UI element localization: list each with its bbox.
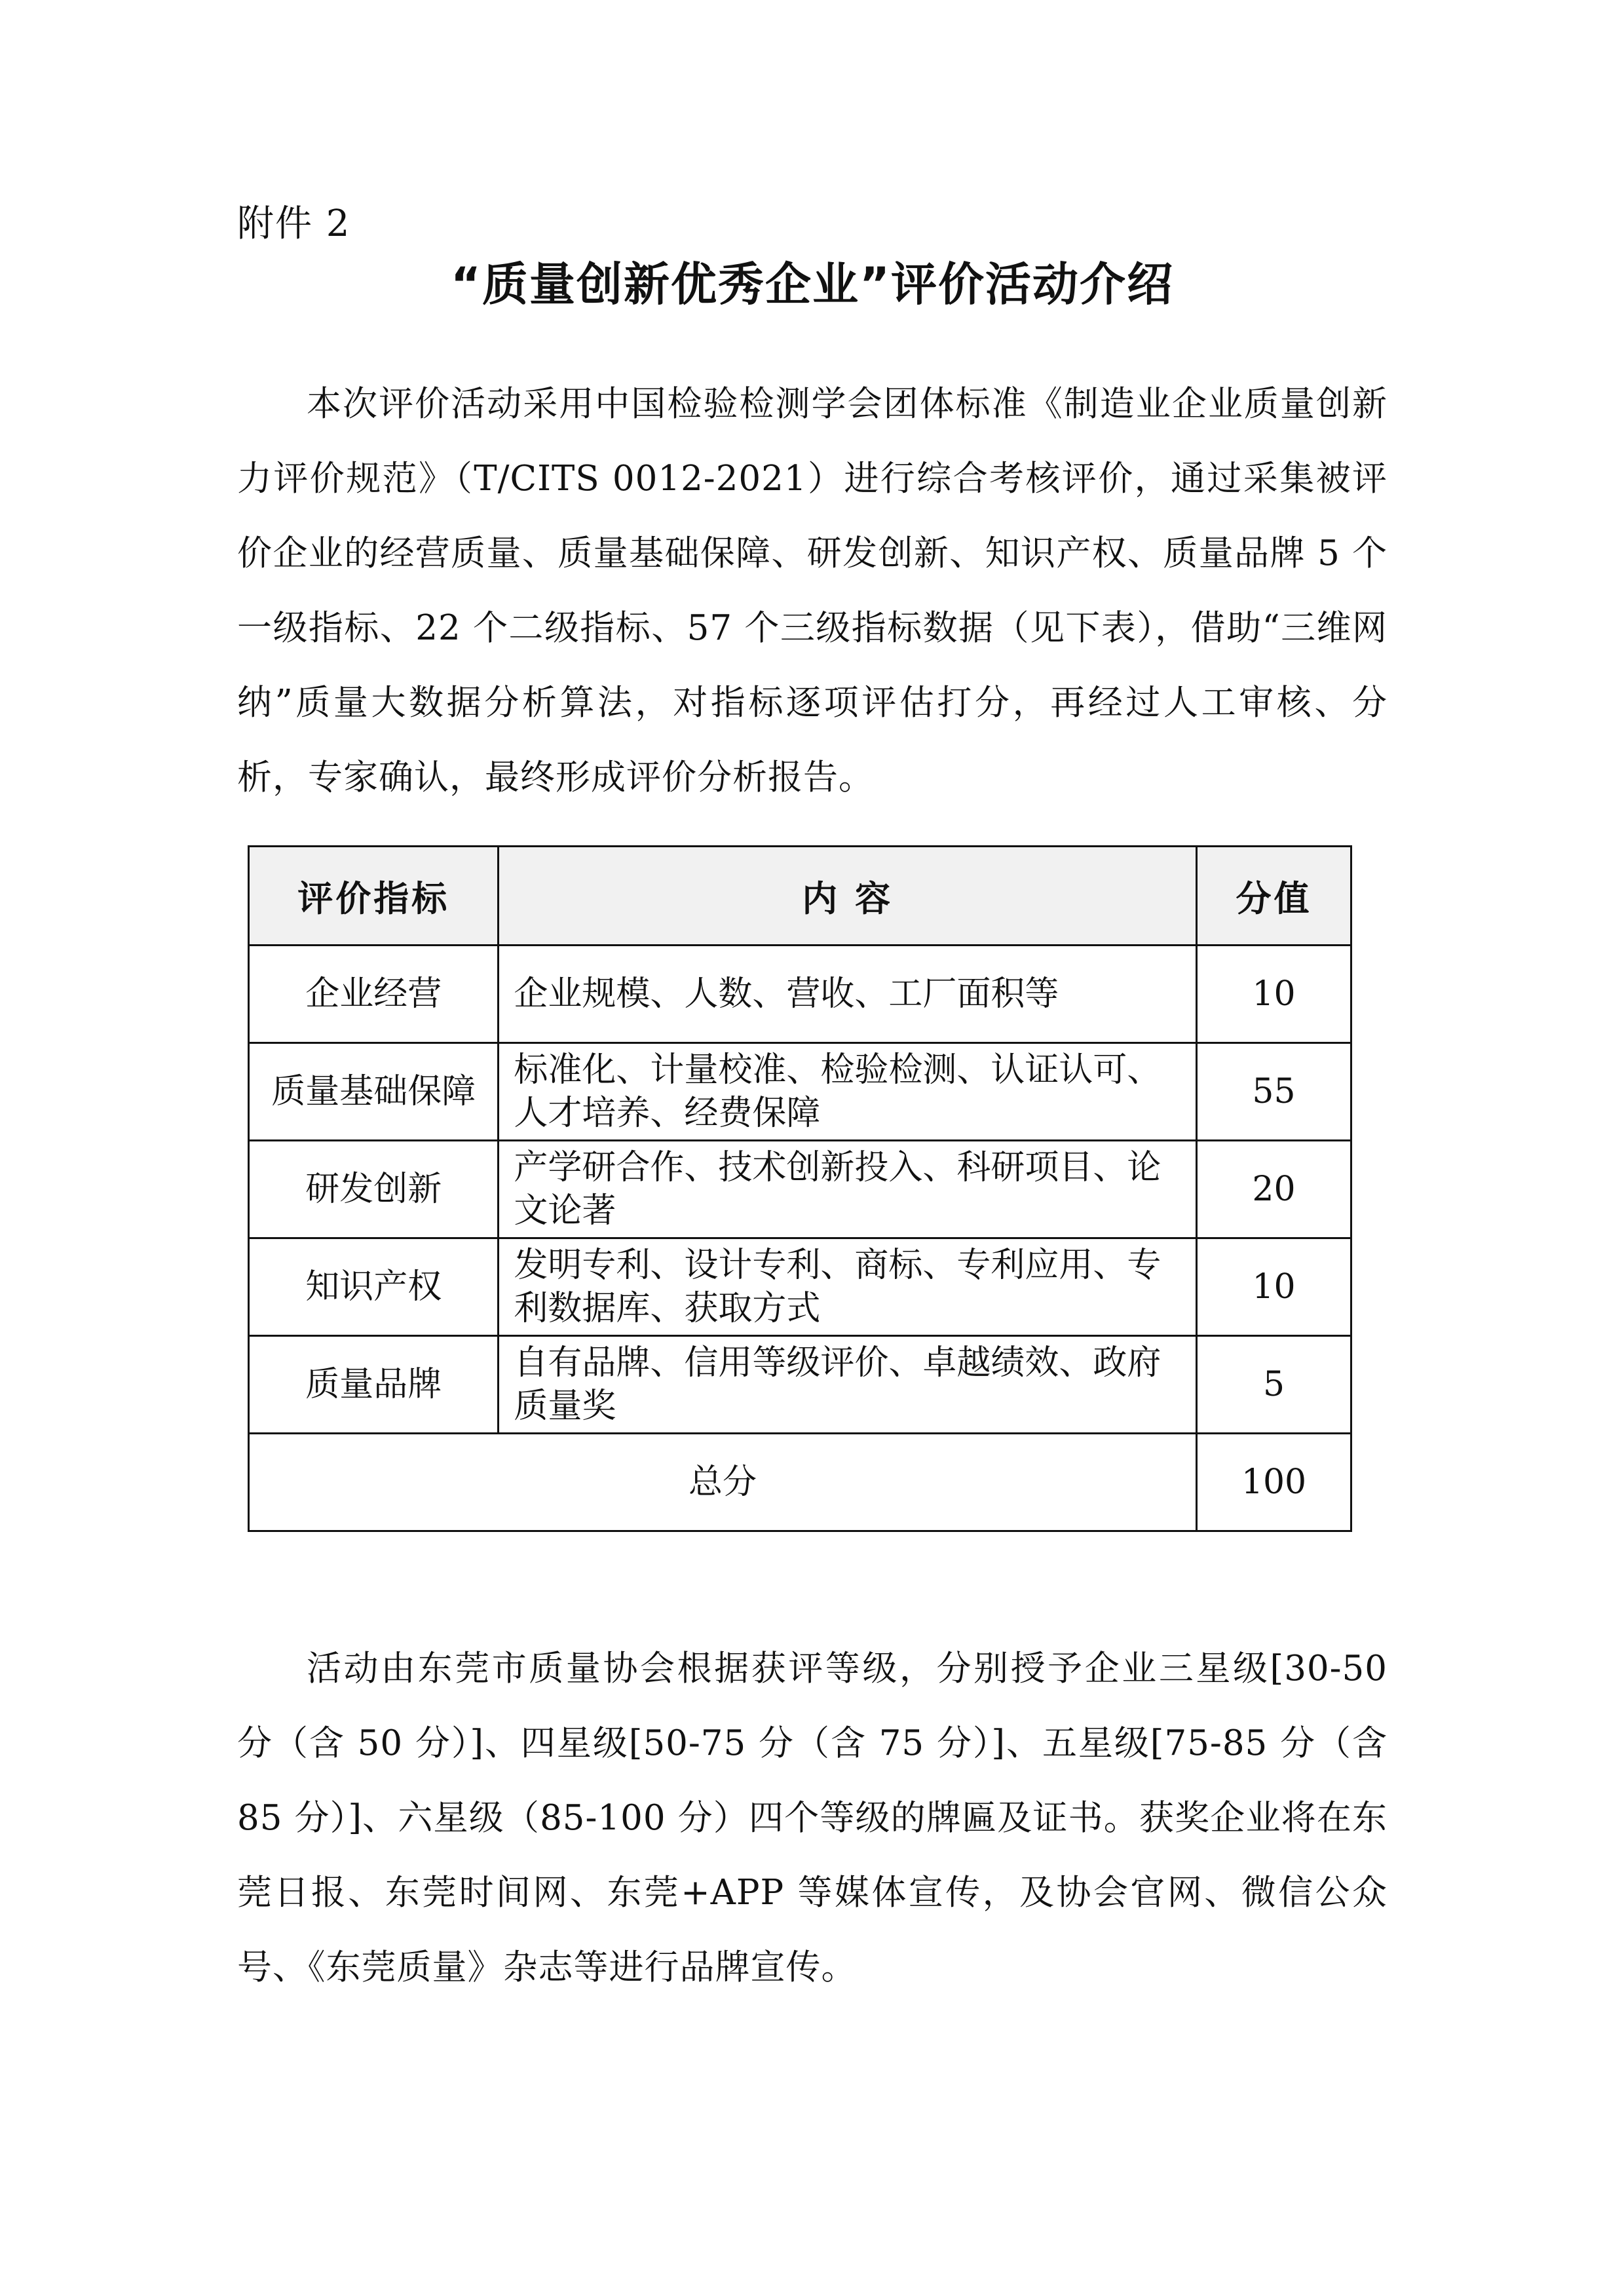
row-content: 发明专利、设计专利、商标、专利应用、专利数据库、获取方式 xyxy=(499,1238,1197,1336)
row-score: 5 xyxy=(1196,1336,1351,1434)
row-score: 10 xyxy=(1196,946,1351,1043)
attachment-label: 附件 2 xyxy=(237,202,351,245)
header-index: 评价指标 xyxy=(249,847,499,946)
evaluation-score-table xyxy=(248,845,1352,1532)
table-row xyxy=(249,946,1351,1043)
row-index: 企业经营 xyxy=(249,946,499,1043)
table-row xyxy=(249,1043,1351,1141)
header-content: 内 容 xyxy=(499,847,1197,946)
table-header-row xyxy=(249,847,1351,946)
row-index: 质量品牌 xyxy=(249,1336,499,1434)
row-content: 企业规模、人数、营收、工厂面积等 xyxy=(499,946,1197,1043)
row-content: 自有品牌、信用等级评价、卓越绩效、政府质量奖 xyxy=(499,1336,1197,1434)
header-score: 分值 xyxy=(1196,847,1351,946)
row-score: 55 xyxy=(1196,1043,1351,1141)
row-score: 20 xyxy=(1196,1141,1351,1238)
closing-paragraph: 活动由东莞市质量协会根据获评等级，分别授予企业三星级[30-50 分（含 50 分）]、四星级[50-75 分（含 75 分）]、五星级[75-85 分（含 85 分）]、六星级（85-100 分）四个等级的牌匾及证书。获奖企业将在东莞日报、东莞时间网、东莞+APP 等媒体宣传，及协会官网、微信公众号、《东莞质量》杂志等进行品牌宣传。 xyxy=(237,1649,1388,1987)
table-row xyxy=(249,1336,1351,1434)
total-row xyxy=(249,1434,1351,1531)
document-title: “质量创新优秀企业”评价活动介绍 xyxy=(450,258,1174,311)
total-score: 100 xyxy=(1196,1434,1351,1531)
intro-paragraph: 本次评价活动采用中国检验检测学会团体标准《制造业企业质量创新力评价规范》（T/CITS 0012-2021）进行综合考核评价，通过采集被评价企业的经营质量、质量基础保障、研发创新、知识产权、质量品牌 5 个一级指标、22 个二级指标、57 个三级指标数据（见下表），借助“三维网纳”质量大数据分析算法，对指标逐项评估打分，再经过人工审核、分析，专家确认，最终形成评价分析报告。 xyxy=(237,384,1388,797)
row-index: 研发创新 xyxy=(249,1141,499,1238)
table-row xyxy=(249,1238,1351,1336)
row-index: 知识产权 xyxy=(249,1238,499,1336)
total-label: 总分 xyxy=(249,1434,1197,1531)
row-content: 标准化、计量校准、检验检测、认证认可、人才培养、经费保障 xyxy=(499,1043,1197,1141)
row-index: 质量基础保障 xyxy=(249,1043,499,1141)
table-row xyxy=(249,1141,1351,1238)
row-content: 产学研合作、技术创新投入、科研项目、论文论著 xyxy=(499,1141,1197,1238)
row-score: 10 xyxy=(1196,1238,1351,1336)
